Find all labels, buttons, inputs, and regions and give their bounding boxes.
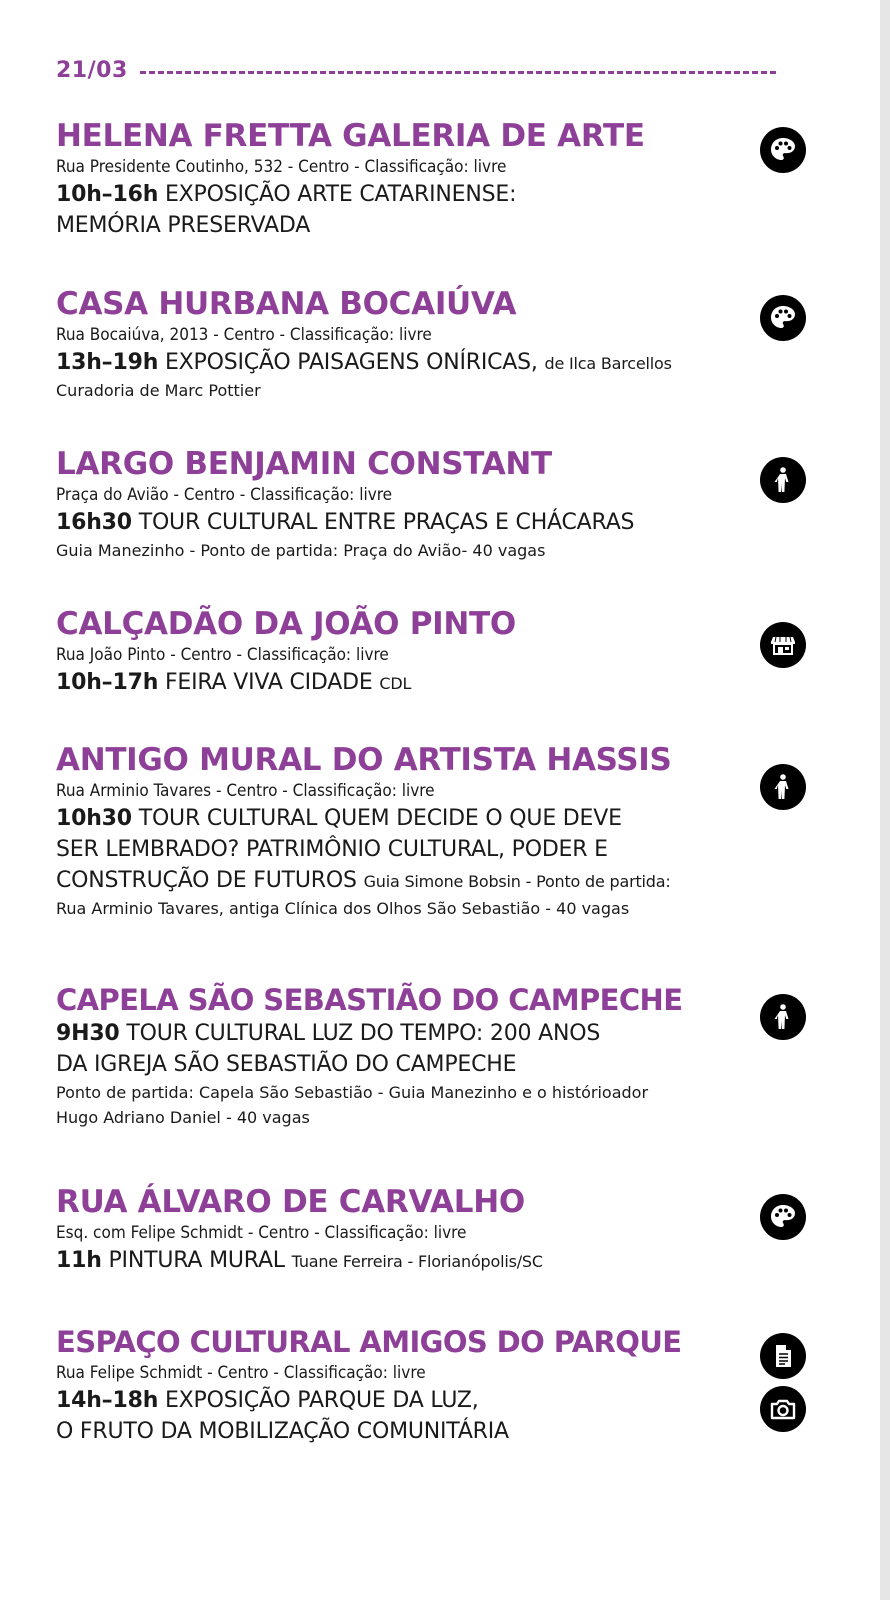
event-note: Curadoria de Marc Pottier: [56, 381, 261, 400]
page-edge: [880, 0, 890, 1600]
event-title-cont: SER LEMBRADO? PATRIMÔNIO CULTURAL, PODER E: [56, 837, 608, 862]
event-description: [56, 1018, 836, 1049]
dashed-divider: [140, 71, 776, 74]
date-header: [56, 58, 776, 83]
event-rua-alvaro: [56, 1184, 836, 1276]
palette-icon: [760, 1194, 806, 1240]
event-title-end: CONSTRUÇÃO DE FUTUROS: [56, 868, 357, 893]
walking-person-icon: [760, 457, 806, 503]
venue-title: CALÇADÃO DA JOÃO PINTO: [56, 606, 516, 642]
event-credit: CDL: [379, 674, 412, 693]
event-description: [56, 803, 836, 834]
event-time: 10h–17h: [56, 670, 159, 695]
event-description: [56, 1245, 836, 1276]
event-time: 14h–18h: [56, 1388, 159, 1413]
event-note: Rua Arminio Tavares, antiga Clínica dos Olhos São Sebastião - 40 vagas: [56, 899, 630, 918]
event-casa-hurbana: [56, 286, 836, 403]
venue-title: HELENA FRETTA GALERIA DE ARTE: [56, 118, 645, 154]
event-title: FEIRA VIVA CIDADE: [164, 670, 373, 695]
event-title-cont: DA IGREJA SÃO SEBASTIÃO DO CAMPECHE: [56, 1052, 517, 1077]
event-title-cont: [56, 865, 836, 896]
event-description: [56, 1385, 836, 1416]
event-time: 9H30: [56, 1021, 120, 1046]
venue-title: ANTIGO MURAL DO ARTISTA HASSIS: [56, 742, 672, 778]
event-title: EXPOSIÇÃO ARTE CATARINENSE:: [164, 182, 517, 207]
venue-address: Rua João Pinto - Centro - Classificação: livre: [56, 645, 389, 665]
palette-icon: [760, 127, 806, 173]
venue-address: Esq. com Felipe Schmidt - Centro - Classificação: livre: [56, 1223, 467, 1243]
event-title-cont: O FRUTO DA MOBILIZAÇÃO COMUNITÁRIA: [56, 1419, 509, 1444]
event-credit: de Ilca Barcellos: [544, 354, 672, 373]
venue-address: Rua Felipe Schmidt - Centro - Classificação: livre: [56, 1363, 426, 1383]
event-helena-fretta: [56, 118, 836, 241]
market-stall-icon: [760, 622, 806, 668]
event-title: TOUR CULTURAL QUEM DECIDE O QUE DEVE: [138, 806, 622, 831]
walking-person-icon: [760, 764, 806, 810]
event-capela-campeche: [56, 982, 836, 1130]
event-note: Ponto de partida: Capela São Sebastião - Guia Manezinho e o histórioador: [56, 1083, 649, 1102]
event-largo-benjamin: [56, 446, 836, 563]
event-credit: Tuane Ferreira - Florianópolis/SC: [291, 1252, 543, 1271]
camera-icon: [760, 1386, 806, 1432]
venue-title: CAPELA SÃO SEBASTIÃO DO CAMPECHE: [56, 983, 683, 1017]
event-description: [56, 507, 836, 538]
event-title-cont: MEMÓRIA PRESERVADA: [56, 213, 311, 238]
walking-person-icon: [760, 994, 806, 1040]
event-credit: Guia Simone Bobsin - Ponto de partida:: [363, 872, 671, 891]
event-time: 16h30: [56, 510, 132, 535]
event-description: [56, 667, 836, 698]
event-description: [56, 179, 836, 210]
venue-address: Praça do Avião - Centro - Classificação: livre: [56, 485, 393, 505]
event-title: EXPOSIÇÃO PAISAGENS ONÍRICAS,: [164, 350, 538, 375]
event-title: PINTURA MURAL: [108, 1248, 285, 1273]
event-time: 11h: [56, 1248, 102, 1273]
event-mural-hassis: [56, 742, 836, 921]
event-time: 10h30: [56, 806, 132, 831]
venue-title: LARGO BENJAMIN CONSTANT: [56, 446, 552, 482]
venue-title: ESPAÇO CULTURAL AMIGOS DO PARQUE: [56, 1325, 682, 1359]
venue-title: CASA HURBANA BOCAIÚVA: [56, 286, 517, 322]
event-calcadao: [56, 606, 836, 698]
event-description: [56, 347, 836, 378]
event-note: Hugo Adriano Daniel - 40 vagas: [56, 1108, 310, 1127]
venue-address: Rua Arminio Tavares - Centro - Classificação: livre: [56, 781, 435, 801]
date-label: 21/03: [56, 58, 128, 83]
event-note: Guia Manezinho - Ponto de partida: Praça do Avião- 40 vagas: [56, 541, 546, 560]
venue-address: Rua Presidente Coutinho, 532 - Centro - Classificação: livre: [56, 157, 507, 177]
event-title: TOUR CULTURAL ENTRE PRAÇAS E CHÁCARAS: [138, 510, 635, 535]
event-time: 13h–19h: [56, 350, 159, 375]
document-icon: [760, 1333, 806, 1379]
event-time: 10h–16h: [56, 182, 159, 207]
event-amigos-parque: [56, 1324, 836, 1447]
venue-address: Rua Bocaiúva, 2013 - Centro - Classificação: livre: [56, 325, 432, 345]
venue-title: RUA ÁLVARO DE CARVALHO: [56, 1184, 525, 1220]
event-title: EXPOSIÇÃO PARQUE DA LUZ,: [164, 1388, 479, 1413]
event-title: TOUR CULTURAL LUZ DO TEMPO: 200 ANOS: [126, 1021, 601, 1046]
palette-icon: [760, 295, 806, 341]
